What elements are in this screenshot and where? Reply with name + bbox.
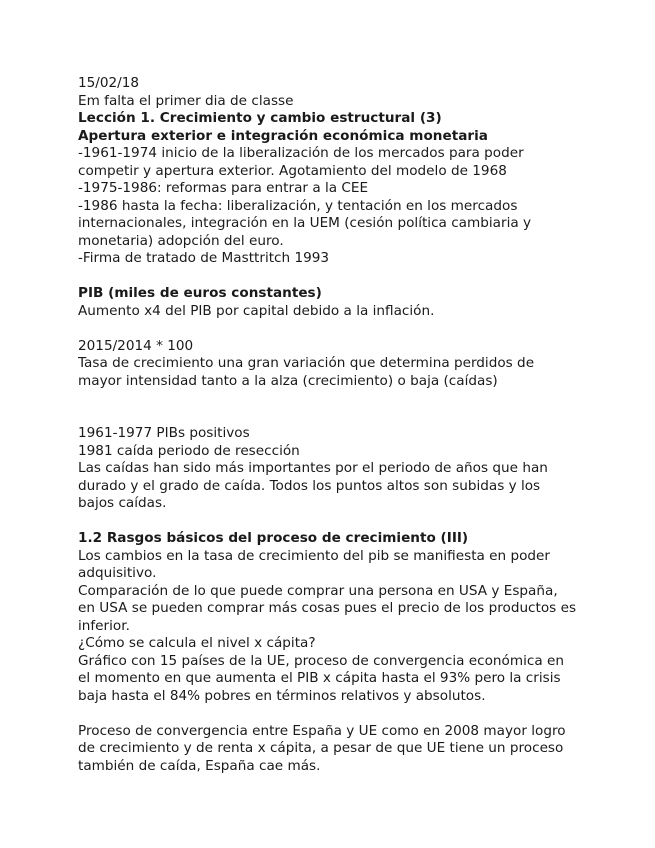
paragraph: Gráfico con 15 países de la UE, proceso de convergencia económica en el momento en que aumenta el PIB x cápita hasta el 93% pero la crisis baja hasta el 84% pobres en términos relativos y absolutos. (78, 652, 564, 704)
paragraph: Los cambios en la tasa de crecimiento del pib se manifiesta en poder adquisitivo. (78, 547, 550, 581)
spacer (78, 268, 578, 286)
paragraph: Comparación de lo que puede comprar una persona en USA y España, en USA se pueden comprar más cosas pues el precio de los productos es inferior. (78, 582, 577, 634)
formula-line: 2015/2014 * 100 (78, 337, 194, 354)
paragraph: Proceso de convergencia entre España y UE como en 2008 mayor logro de crecimiento y de renta x cápita, a pesar de que UE tiene un proceso también de caída, España cae más. (78, 722, 566, 774)
document-page (78, 75, 578, 775)
paragraph: -1986 hasta la fecha: liberalización, y tentación en los mercados internacionales, integración en la UEM (cesión política cambiaria y monetaria) adopción del euro. (78, 197, 532, 249)
paragraph: -Firma de tratado de Masttritch 1993 (78, 250, 330, 266)
paragraph: Tasa de crecimiento una gran variación que determina perdidos de mayor intensidad tanto a la alza (crecimiento) o baja (caídas) (78, 355, 535, 389)
spacer (78, 390, 578, 425)
lesson-heading: Lección 1. Crecimiento y cambio estructural (3) (78, 110, 442, 126)
section-heading: 1.2 Rasgos básicos del proceso de crecimiento (III) (78, 530, 469, 546)
paragraph: 1981 caída periodo de resección (78, 442, 300, 459)
section-heading: Apertura exterior e integración económica monetaria (78, 127, 488, 144)
spacer (78, 705, 578, 723)
paragraph: 1961-1977 PIBs positivos (78, 425, 250, 441)
paragraph: Las caídas han sido más importantes por el periodo de años que han durado y el grado de caída. Todos los puntos altos son subidas y los bajos caídas. (78, 460, 548, 511)
paragraph: -1961-1974 inicio de la liberalización de los mercados para poder competir y apertura exterior. Agotamiento del modelo de 1968 (78, 145, 524, 179)
paragraph: -1975-1986: reformas para entrar a la CEE (78, 180, 369, 196)
date-line: 15/02/18 (78, 75, 140, 91)
spacer (78, 513, 578, 531)
note-line: Em falta el primer dia de classe (78, 92, 294, 109)
paragraph: ¿Cómo se calcula el nivel x cápita? (78, 635, 316, 651)
section-heading: PIB (miles de euros constantes) (78, 285, 322, 301)
spacer (78, 320, 578, 338)
paragraph: Aumento x4 del PIB por capital debido a la inflación. (78, 302, 435, 319)
